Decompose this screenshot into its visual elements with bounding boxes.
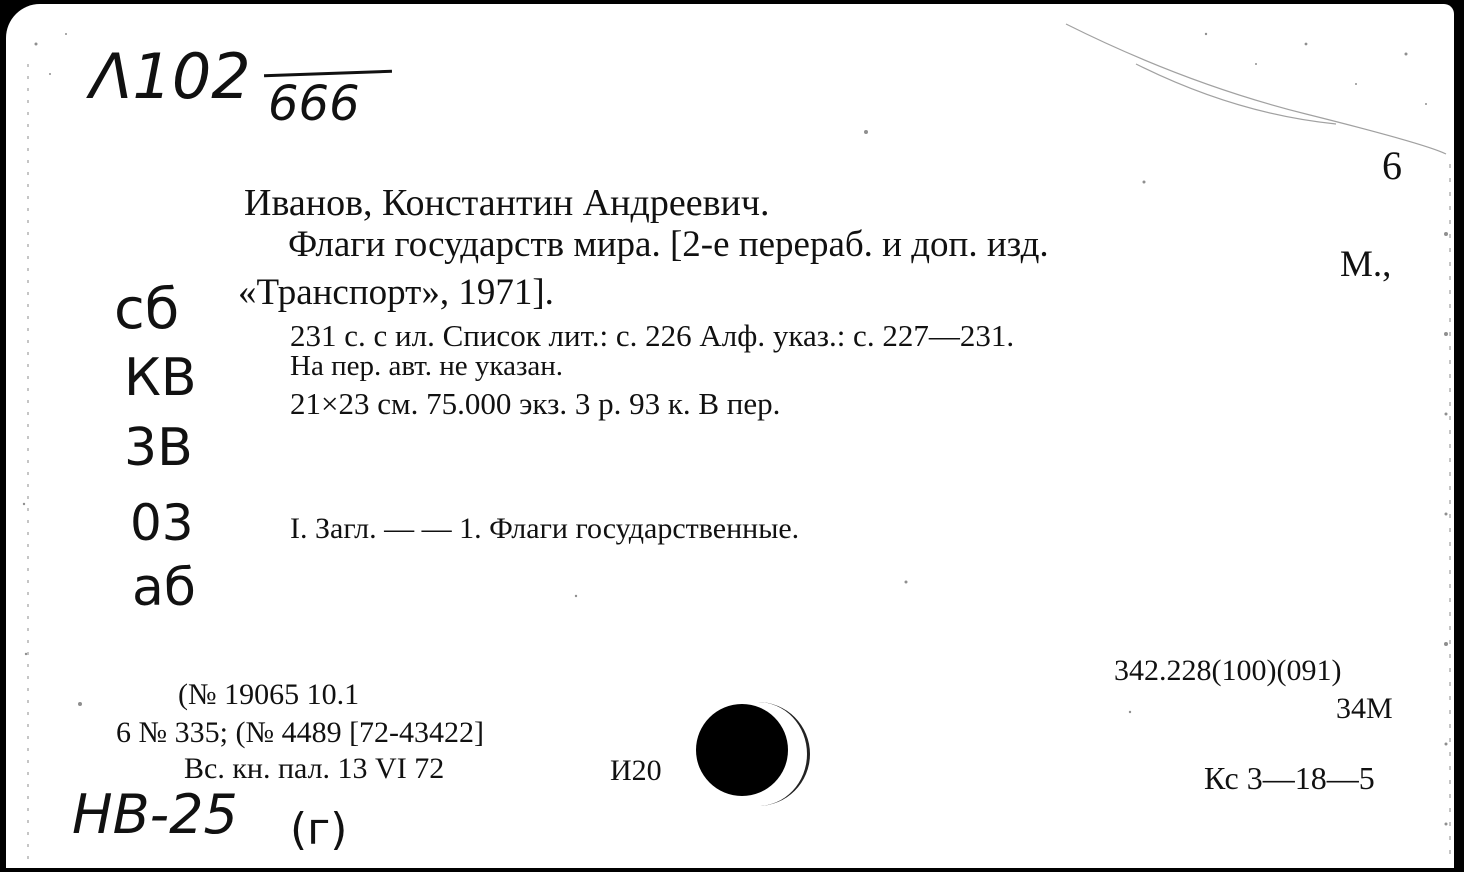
card-code: Кс 3—18—5 xyxy=(1204,760,1375,796)
physical-description-line-1: 231 с. с ил. Список лит.: с. 226 Алф. указ.: с. 227—231. xyxy=(290,318,1015,353)
inventory-suffix: (г) xyxy=(290,804,348,855)
record-line-3: Вс. кн. пал. 13 VI 72 xyxy=(184,752,445,785)
call-number: Λ102 xyxy=(90,40,251,113)
record-line-2: 6 № 335; (№ 4489 [72-43422] xyxy=(116,716,485,749)
classification-line-2: 34M xyxy=(1336,692,1393,725)
handwritten-mark-2: КВ xyxy=(124,348,197,408)
handwritten-mark-5: аб xyxy=(132,558,196,618)
author-heading: Иванов, Константин Андреевич. xyxy=(244,182,770,224)
record-line-1: (№ 19065 10.1 xyxy=(178,678,360,711)
handwritten-mark-3: 3В xyxy=(124,418,193,478)
handwritten-mark-1: сб xyxy=(114,277,180,342)
title-line-2: «Транспорт», 1971]. xyxy=(238,272,554,313)
physical-description-line-2: На пер. авт. не указан. xyxy=(290,350,564,382)
paper-wear-texture xyxy=(6,4,1454,868)
title-line-1: Флаги государств мира. [2-е перераб. и доп. изд. xyxy=(288,224,1049,265)
physical-description-line-3: 21×23 см. 75.000 экз. 3 р. 93 к. В пер. xyxy=(290,386,781,421)
handwritten-mark-4: 03 xyxy=(130,494,194,552)
classification-line-1: 342.228(100)(091) xyxy=(1114,654,1342,687)
catalog-card xyxy=(6,4,1454,868)
inventory-number: НВ-25 xyxy=(72,783,238,846)
corner-number: 6 xyxy=(1382,143,1402,188)
record-code: И20 xyxy=(610,754,662,787)
publication-place: М., xyxy=(1340,244,1392,285)
call-number-sub: 666 xyxy=(268,76,360,132)
subject-headings: I. Загл. — — 1. Флаги государственные. xyxy=(290,512,800,545)
